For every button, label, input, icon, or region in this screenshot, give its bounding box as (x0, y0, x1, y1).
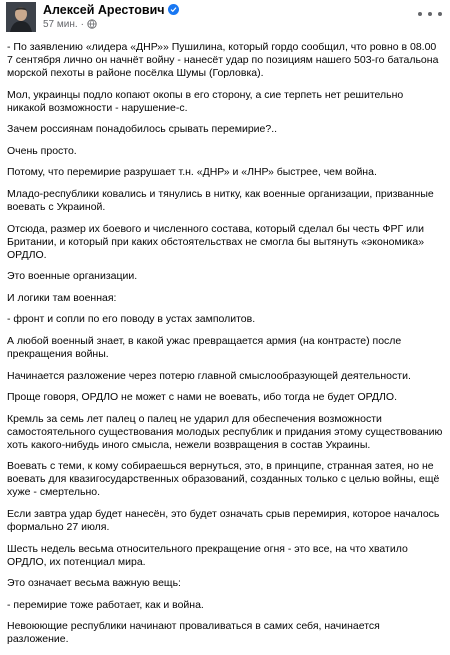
post-paragraph: Отсюда, размер их боевого и численного состава, который сделал бы честь ФРГ или Британии, и который при каких обстоятельствах не смогла бы вытянуть «экономика» ОРДЛО. (7, 222, 425, 261)
post-paragraph: - фронт и сопли по его поводу в устах замполитов. (7, 313, 256, 326)
post-paragraph: Невоюющие республики начинают проваливаться в самих себя, начинается разложение. (7, 620, 380, 646)
post-paragraph: А любой военный знает, в какой ужас превращается армия (на контрасте) после прекращения войны. (7, 334, 402, 360)
post-paragraph: Это означает весьма важную вещь: (7, 577, 181, 590)
post-body (7, 41, 444, 655)
post-paragraph: Мол, украинцы подло копают окопы в его сторону, а сие терпеть нет решительно никакой возможности - нарушение-с. (7, 88, 404, 114)
post-paragraph: Начинается разложение через потерю главной смыслообразующей деятельности. (7, 369, 411, 382)
post-paragraph: Потому, что перемирие разрушает т.н. «ДНР» и «ЛНР» быстрее, чем война. (7, 166, 377, 179)
post-paragraph: Проще говоря, ОРДЛО не может с нами не воевать, ибо тогда не будет ОРДЛО. (7, 391, 398, 404)
post-paragraph: Очень просто. (7, 144, 77, 157)
post-paragraph: Шесть недель весьма относительного прекращение огня - это все, на что хватило ОРДЛО, их потенциал мира. (7, 542, 408, 568)
author-name[interactable] (43, 3, 179, 17)
avatar[interactable] (6, 2, 36, 32)
verified-badge-icon (168, 4, 179, 15)
meta-separator: · (80, 19, 85, 30)
more-options-icon[interactable] (418, 6, 442, 22)
globe-icon (87, 19, 97, 32)
post-paragraph: Это военные организации. (7, 270, 138, 283)
post-paragraph: Если завтра удар будет нанесён, это будет означать срыв перемирия, которое началось формально 27 июля. (7, 507, 440, 533)
post-time[interactable]: 57 мин. (43, 19, 78, 30)
post-paragraph: И логики там военная: (7, 291, 117, 304)
post-paragraph: Воевать с теми, к кому собираешься вернуться, это, в принципе, странная затея, но не воевать для квазигосударственных образований, созданных только с целью войны, ещё хуже - смертельно. (7, 460, 440, 499)
post-header (0, 0, 450, 38)
post-paragraph: Младо-республики ковались и тянулись в нитку, как военные организации, призванные воевать с Украиной. (7, 187, 434, 213)
post-paragraph: - По заявлению «лидера «ДНР»» Пушилина, который гордо сообщил, что ровно в 08.00 7 сентября лично он начнёт войну - нанесёт удар по позициям нашего 503-го батальона морской пехоты в районе посёлка Шумы (Горловка). (7, 41, 439, 79)
post-meta (43, 19, 97, 32)
post-paragraph: Кремль за семь лет палец о палец не ударил для обеспечения возможности самостоятельного существования молодых республик и придания этому существованию хоть какого-нибудь иного смысла, нежели возвращения в состав Украины. (7, 412, 443, 451)
post-paragraph: Зачем россиянам понадобилось срывать перемирие?.. (7, 123, 278, 136)
author-name-text[interactable]: Алексей Арестович (43, 3, 165, 17)
post-paragraph: - перемирие тоже работает, как и война. (7, 598, 204, 611)
